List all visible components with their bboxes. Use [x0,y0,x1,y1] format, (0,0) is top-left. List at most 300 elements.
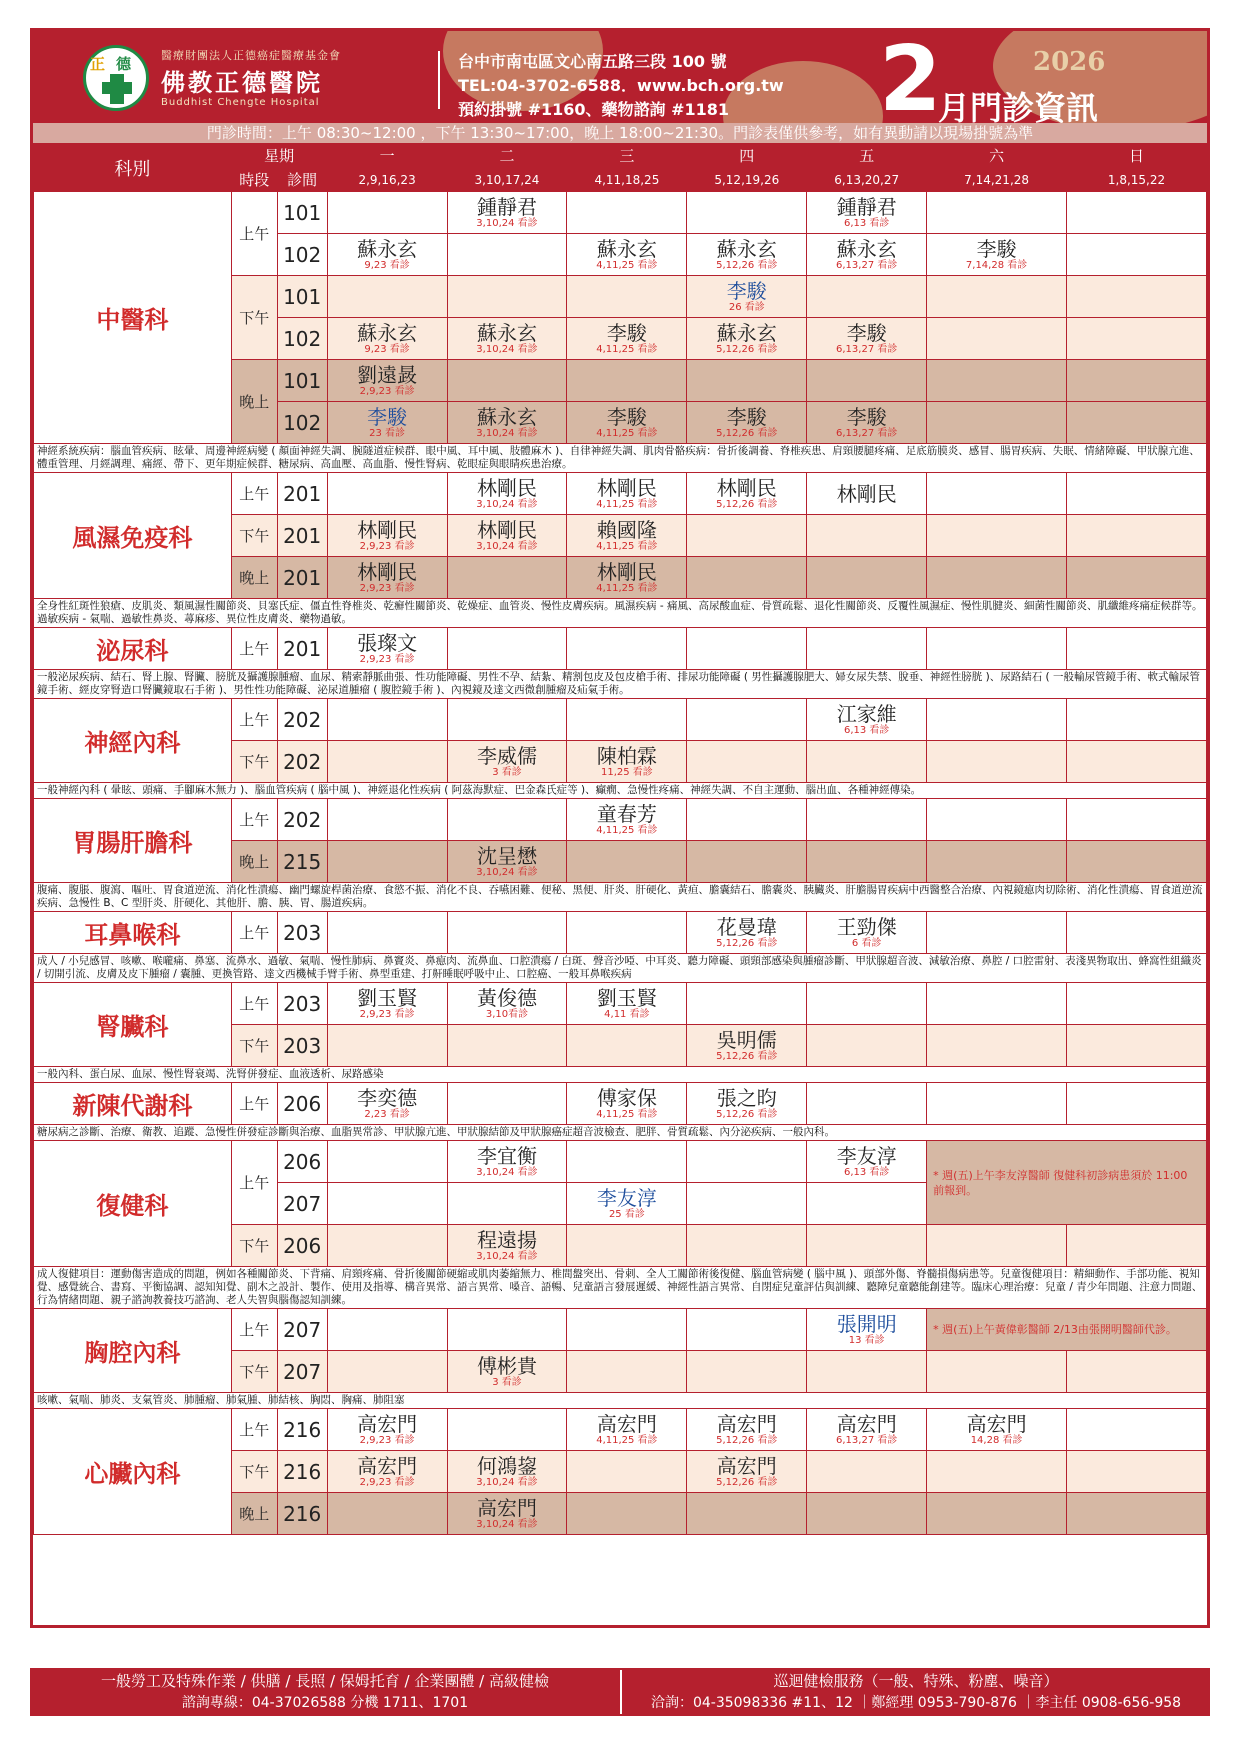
dept-column-header: 科別 [34,144,232,192]
room-number: 203 [277,1025,327,1067]
room-number: 203 [277,912,327,954]
schedule-cell [447,1451,567,1493]
room-number: 202 [277,799,327,841]
visit-dates: 25 看診 [608,1209,645,1220]
visit-dates: 3 看診 [492,1377,522,1388]
schedule-cell [927,912,1067,954]
schedule-cell [687,515,807,557]
visit-dates: 2,9,23 看診 [359,1009,415,1020]
schedule-cell [447,1409,567,1451]
footer-services: 一般勞工及特殊作業 / 供膳 / 長照 / 保姆托育 / 企業團體 / 高級健檢 [101,1672,549,1690]
schedule-cell [807,912,927,954]
room-number: 215 [277,841,327,883]
schedule-cell [567,192,687,234]
time-slot: 下午 [231,1351,277,1393]
footer-right [622,1668,1210,1714]
time-slot: 晚上 [231,1493,277,1535]
department-name: 心臟內科 [34,1409,232,1535]
day-header: 三 [567,144,687,168]
day-dates: 1,8,15,22 [1067,168,1207,192]
doctor-name: 張璨文 [357,631,418,655]
doctor-name: 何鴻鋆 [476,1454,537,1478]
schedule-row [34,912,1207,954]
doctor-name: 李友淳 [596,1186,657,1210]
department-name: 中醫科 [34,192,232,444]
visit-dates: 5,12,26 看診 [716,1051,778,1062]
schedule-cell [447,192,567,234]
doctor-name: 李駿 [606,321,647,345]
visit-dates: 6,13 看診 [843,1167,890,1178]
doctor-name: 林剛民 [596,560,657,584]
schedule-cell [1067,192,1207,234]
schedule-cell [327,557,447,599]
department-description: 一般神經內科 ( 暈眩、頭痛、手腳麻木無力 )、腦血管疾病 ( 腦中風 )、神經退化性疾病 ( 阿茲海默症、巴金森氏症等 )、癲癇、急慢性疼痛、神經失調、不自主運動、腦出血、各種神經傳染。 [34,783,1207,799]
schedule-cell [1067,799,1207,841]
schedule-cell [1067,360,1207,402]
visit-dates: 4,11,25 看診 [596,583,658,594]
schedule-cell [687,1183,807,1225]
visit-dates: 4,11,25 看診 [596,1435,658,1446]
visit-dates: 26 看診 [728,302,765,313]
room-number: 201 [277,557,327,599]
header-row-days [34,144,1207,168]
visit-dates: 4,11,25 看診 [596,1109,658,1120]
description-row [34,1267,1207,1309]
schedule-cell [567,1025,687,1067]
schedule-cell [447,1025,567,1067]
doctor-name: 李駿 [976,237,1017,261]
visit-dates: 9,23 看診 [364,260,410,271]
doctor-name: 童春芳 [596,802,657,826]
year: 2026 [1033,47,1106,77]
doctor-name: 李友淳 [836,1144,897,1168]
room-number: 203 [277,983,327,1025]
hospital-logo [83,45,149,111]
schedule-cell [327,515,447,557]
doctor-name: 高宏門 [476,1496,537,1520]
schedule-cell [927,1409,1067,1451]
doctor-name: 蘇永玄 [716,237,777,261]
schedule-cell [927,192,1067,234]
schedule-cell [687,912,807,954]
address: 台中市南屯區文心南五路三段 100 號 [458,52,727,71]
schedule-cell [807,628,927,670]
schedule-cell [927,402,1067,444]
visit-dates: 6 看診 [851,938,882,949]
visit-dates: 3 看診 [492,767,522,778]
logo-lettering: 德 [116,55,132,73]
schedule-cell [687,841,807,883]
schedule-cell [807,360,927,402]
visit-dates: 2,9,23 看診 [359,541,415,552]
schedule-cell [807,1493,927,1535]
day-dates: 5,12,19,26 [687,168,807,192]
logo-cross-icon [102,82,132,94]
department-name: 腎臟科 [34,983,232,1067]
schedule-cell [807,1409,927,1451]
visit-dates: 13 看診 [848,1335,885,1346]
schedule-cell [447,983,567,1025]
room-number: 201 [277,473,327,515]
schedule-cell [1067,1225,1207,1267]
doctor-name: 高宏門 [966,1412,1027,1436]
time-slot: 下午 [231,1451,277,1493]
schedule-cell [327,799,447,841]
doctor-name: 高宏門 [836,1412,897,1436]
time-slot: 上午 [231,699,277,741]
room-number: 206 [277,1141,327,1183]
schedule-cell [687,360,807,402]
schedule-cell [447,799,567,841]
room-number: 216 [277,1409,327,1451]
schedule-cell [687,741,807,783]
doctor-name: 劉玉賢 [357,986,418,1010]
visit-dates: 5,12,26 看診 [716,1109,778,1120]
schedule-cell [567,1309,687,1351]
department-name: 神經內科 [34,699,232,783]
schedule-cell [567,841,687,883]
time-slot: 晚上 [231,841,277,883]
schedule-cell [1067,699,1207,741]
visit-dates: 6,13,27 看診 [836,344,898,355]
visit-dates: 3,10,24 看診 [476,1477,538,1488]
schedule-cell [927,841,1067,883]
doctor-name: 程遠揚 [476,1228,537,1252]
schedule-cell [447,912,567,954]
department-description: 全身性紅斑性狼瘡、皮肌炎、類風濕性關節炎、貝塞氏症、僵直性脊椎炎、乾癬性關節炎、乾燥症、血管炎、慢性皮膚疾病。風濕疾病 - 痛風、高尿酸血症、骨質疏鬆、退化性關節炎、反覆性風濕症、慢性肌腱炎、細菌性關節炎、肌纖維疼痛症候群等。過敏疾病 - 氣喘、過敏性鼻炎、蕁麻疹、異位性皮膚炎、藥物過敏。 [34,599,1207,628]
department-description: 一般內科、蛋白尿、血尿、慢性腎衰竭、洗腎併發症、血液透析、尿路感染 [34,1067,1207,1083]
schedule-cell [1067,402,1207,444]
schedule-cell [687,473,807,515]
visit-dates: 3,10,24 看診 [476,428,538,439]
description-row [34,599,1207,628]
schedule-cell [807,276,927,318]
schedule-cell [567,1451,687,1493]
room-number: 207 [277,1183,327,1225]
hospital-name-en: Buddhist Chengte Hospital [161,97,320,108]
visit-dates: 3,10,24 看診 [476,344,538,355]
room-number: 216 [277,1493,327,1535]
doctor-name: 吳明儒 [716,1028,777,1052]
visit-dates: 5,12,26 看診 [716,499,778,510]
day-header: 六 [927,144,1067,168]
department-name: 胃腸肝膽科 [34,799,232,883]
doctor-name: 李宜衡 [476,1144,537,1168]
visit-dates: 3,10,24 看診 [476,1519,538,1530]
foundation-name: 醫療財團法人正德癌症醫療基金會 [161,49,341,62]
time-slot: 上午 [231,799,277,841]
room-number: 202 [277,741,327,783]
schedule-cell [567,628,687,670]
department-name: 復健科 [34,1141,232,1267]
doctor-name: 李威儒 [476,744,537,768]
doctor-name: 蘇永玄 [476,405,537,429]
day-header: 四 [687,144,807,168]
footer-mobile-checkup: 巡迴健檢服務（一般、特殊、粉塵、噪音） [773,1672,1059,1690]
schedule-cell [807,473,927,515]
doctor-name: 林剛民 [716,476,777,500]
time-slot: 下午 [231,741,277,783]
doctor-name: 劉玉賢 [596,986,657,1010]
schedule-cell [327,912,447,954]
schedule-cell [687,983,807,1025]
schedule-cell [567,473,687,515]
visit-dates: 3,10看診 [485,1009,529,1020]
room-number: 102 [277,234,327,276]
doctor-name: 李駿 [606,405,647,429]
schedule-cell [567,557,687,599]
schedule-cell [327,841,447,883]
visit-dates: 2,9,23 看診 [359,583,415,594]
doctor-name: 李奕德 [357,1086,418,1110]
time-slot: 上午 [231,192,277,276]
department-description: 成人 / 小兒感冒、咳嗽、喉嚨痛、鼻塞、流鼻水、過敏、氣喘、慢性肺病、鼻竇炎、鼻瘜肉、流鼻血、口腔潰瘍 / 白斑、聲音沙啞、中耳炎、聽力障礙、頭頸部感染與腫瘤診斷、甲狀腺超音波、減敏治療、鼻腔 / 口腔雷射、表淺異物取出、蜂窩性組織炎 / 切開引流、皮膚及皮下腫瘤 / 囊腫、更換管路、達文西機械手臂手術、鼻型重建、打鼾睡眠呼吸中止、口腔癌、一般耳鼻喉疾病 [34,954,1207,983]
hospital-name: 佛教正德醫院 [161,68,323,97]
visit-dates: 3,10,24 看診 [476,218,538,229]
schedule-cell [927,234,1067,276]
schedule-cell [807,1309,927,1351]
schedule-row [34,628,1207,670]
schedule-cell [327,1083,447,1125]
visit-dates: 4,11 看診 [604,1009,650,1020]
schedule-cell [447,841,567,883]
schedule-cell [327,628,447,670]
schedule-cell [567,515,687,557]
doctor-name: 鍾靜君 [476,195,537,219]
contact-info: TEL:04-3702-6588．www.bch.org.tw [458,76,784,95]
schedule-cell [687,1083,807,1125]
doctor-name: 蘇永玄 [357,237,418,261]
schedule-cell [567,1183,687,1225]
schedule-cell [927,1493,1067,1535]
department-description: 腹痛、腹脹、腹瀉、嘔吐、胃食道逆流、消化性潰瘍、幽門螺旋桿菌治療、食慾不振、消化不良、吞嚥困難、便秘、黑便、肝炎、肝硬化、黃疸、膽囊結石、膽囊炎、胰臟炎、肝膽腸胃疾病中西醫整合治療、內視鏡瘜肉切除術、消化性潰瘍、胃食道逆流疾病、急慢性 B、C 型肝炎、肝硬化、其他肝、膽、胰、胃、腸道疾病。 [34,883,1207,912]
visit-dates: 4,11,25 看診 [596,541,658,552]
schedule-row [34,799,1207,841]
room-number: 202 [277,699,327,741]
schedule-cell [1067,234,1207,276]
schedule-cell [1067,628,1207,670]
schedule-cell [447,1141,567,1183]
visit-dates: 5,12,26 看診 [716,938,778,949]
visit-dates: 5,12,26 看診 [716,260,778,271]
doctor-name: 高宏門 [716,1454,777,1478]
schedule-cell [327,1183,447,1225]
schedule-cell [1067,741,1207,783]
visit-dates: 3,10,24 看診 [476,867,538,878]
logo-lettering: 正 [90,55,106,73]
description-row [34,883,1207,912]
schedule-cell [447,628,567,670]
visit-dates: 5,12,26 看診 [716,344,778,355]
visit-dates: 6,13,27 看診 [836,1435,898,1446]
visit-dates: 3,10,24 看診 [476,541,538,552]
schedule-cell [807,515,927,557]
doctor-name: 林剛民 [836,481,897,506]
schedule-cell [447,1183,567,1225]
time-slot: 下午 [231,1225,277,1267]
doctor-name: 沈呈懋 [476,844,537,868]
schedule-cell [447,515,567,557]
visit-dates: 3,10,24 看診 [476,1251,538,1262]
schedule-cell [927,557,1067,599]
room-number: 101 [277,360,327,402]
schedule-cell [447,1083,567,1125]
time-slot: 晚上 [231,557,277,599]
schedule-cell [807,557,927,599]
room-number: 206 [277,1083,327,1125]
schedule-cell [327,1409,447,1451]
department-description: 神經系統疾病：腦血管疾病、眩暈、周邊神經病變 ( 顏面神經失調、腕隧道症候群、眼中風、耳中風、肢體麻木 )、自律神經失調、肌肉骨骼疾病：骨折後調養、脊椎疾患、肩頸腰腿疼痛、足底筋膜炎、感冒、腸胃疾病、失眠、情緒障礙、甲狀腺亢進、體重管理、月經調理、痛經、帶下、更年期症候群、糖尿病、高血壓、高血脂、慢性腎病、乾眼症與眼睛疾患治療。 [34,444,1207,473]
schedule-cell [1067,557,1207,599]
schedule-cell [1067,1083,1207,1125]
schedule-row [34,473,1207,515]
schedule-cell [1067,1025,1207,1067]
footer-hotline: 諮詢專線：04-37026588 分機 1711、1701 [181,1695,469,1711]
schedule-cell [1067,912,1207,954]
schedule-cell [1067,1351,1207,1393]
visit-dates: 14,28 看診 [970,1435,1023,1446]
schedule-cell [567,1225,687,1267]
schedule-cell [447,318,567,360]
doctor-name: 蘇永玄 [357,321,418,345]
doctor-name: 鍾靜君 [836,195,897,219]
day-dates: 4,11,18,25 [567,168,687,192]
visit-dates: 5,12,26 看診 [716,1435,778,1446]
day-header: 五 [807,144,927,168]
department-description: 咳嗽、氣喘、肺炎、支氣管炎、肺腫瘤、肺氣腫、肺結核、胸悶、胸痛、肺阻塞 [34,1393,1207,1409]
schedule-cell [687,699,807,741]
description-row [34,444,1207,473]
schedule-cell [807,1351,927,1393]
schedule-cell [687,318,807,360]
doctor-name: 賴國隆 [596,518,657,542]
schedule-cell [687,557,807,599]
doctor-name: 高宏門 [716,1412,777,1436]
schedule-cell [927,628,1067,670]
schedule-cell [807,192,927,234]
department-name: 新陳代謝科 [34,1083,232,1125]
schedule-cell [807,1025,927,1067]
doctor-name: 林剛民 [476,518,537,542]
visit-dates: 7,14,28 看診 [965,260,1028,271]
schedule-cell [1067,1451,1207,1493]
schedule-cell [447,699,567,741]
schedule-cell [567,983,687,1025]
header-banner [33,31,1207,123]
visit-dates: 2,9,23 看診 [359,654,415,665]
schedule-cell [567,234,687,276]
doctor-name: 李駿 [846,405,887,429]
schedule-cell [327,318,447,360]
time-slot: 上午 [231,1309,277,1351]
visit-dates: 4,11,25 看診 [596,825,658,836]
doctor-name: 王勁傑 [836,915,897,939]
schedule-cell [327,1225,447,1267]
schedule-cell [1067,841,1207,883]
schedule-row [34,1141,1207,1183]
description-row [34,1067,1207,1083]
doctor-name: 林剛民 [357,518,418,542]
day-header: 一 [327,144,447,168]
doctor-name: 李駿 [726,405,767,429]
visit-dates: 23 看診 [369,428,406,439]
day-dates: 7,14,21,28 [927,168,1067,192]
visit-dates: 6,13,27 看診 [836,260,898,271]
department-name: 泌尿科 [34,628,232,670]
visit-dates: 4,11,25 看診 [596,344,658,355]
time-slot: 上午 [231,1083,277,1125]
schedule-cell [327,276,447,318]
visit-dates: 5,12,26 看診 [716,428,778,439]
schedule-cell [687,1225,807,1267]
schedule-cell [687,1351,807,1393]
doctor-name: 江家維 [836,702,897,726]
schedule-cell [927,1025,1067,1067]
schedule-cell [687,234,807,276]
clinic-hours-notice: 門診時間：上午 08:30~12:00 ，下午 13:30~17:00，晚上 18:00~21:30。門診表僅供參考，如有異動請以現場掛號為準 [33,123,1207,143]
time-slot: 上午 [231,473,277,515]
visit-dates: 2,9,23 看診 [359,386,415,397]
schedule-cell [927,1225,1067,1267]
schedule-cell [447,741,567,783]
time-slot: 上午 [231,983,277,1025]
room-number: 102 [277,402,327,444]
schedule-cell [927,699,1067,741]
doctor-name: 黃俊德 [476,986,537,1010]
schedule-cell [927,983,1067,1025]
day-header: 日 [1067,144,1207,168]
visit-dates: 4,11,25 看診 [596,499,658,510]
room-number: 207 [277,1309,327,1351]
schedule-cell [807,1183,927,1225]
schedule-cell [807,1083,927,1125]
schedule-cell [567,912,687,954]
schedule-cell [927,318,1067,360]
time-slot: 上午 [231,912,277,954]
schedule-cell [927,1351,1067,1393]
schedule-cell [327,402,447,444]
schedule-cell [447,1309,567,1351]
schedule-cell [687,1409,807,1451]
schedule-cell [807,1225,927,1267]
schedule-cell [447,1351,567,1393]
booking-info: 預約掛號 #1160、藥物諮詢 #1181 [458,100,730,119]
room-number: 207 [277,1351,327,1393]
schedule-cell [327,473,447,515]
visit-dates: 2,9,23 看診 [359,1477,415,1488]
schedule-cell [807,983,927,1025]
schedule-cell [447,1493,567,1535]
visit-dates: 11,25 看診 [600,767,653,778]
schedule-row [34,192,1207,234]
schedule-cell [687,192,807,234]
time-slot: 下午 [231,515,277,557]
doctor-name: 高宏門 [357,1454,418,1478]
visit-dates: 5,12,26 看診 [716,1477,778,1488]
doctor-name: 李駿 [726,279,767,303]
room-number: 216 [277,1451,327,1493]
visit-dates: 2,9,23 看診 [359,1435,415,1446]
schedule-cell [567,276,687,318]
schedule-cell [567,318,687,360]
schedule-cell [567,1409,687,1451]
schedule-row [34,699,1207,741]
schedule-cell [327,1451,447,1493]
department-name: 風濕免疫科 [34,473,232,599]
department-name: 胸腔內科 [34,1309,232,1393]
day-header: 二 [447,144,567,168]
schedule-cell [567,799,687,841]
